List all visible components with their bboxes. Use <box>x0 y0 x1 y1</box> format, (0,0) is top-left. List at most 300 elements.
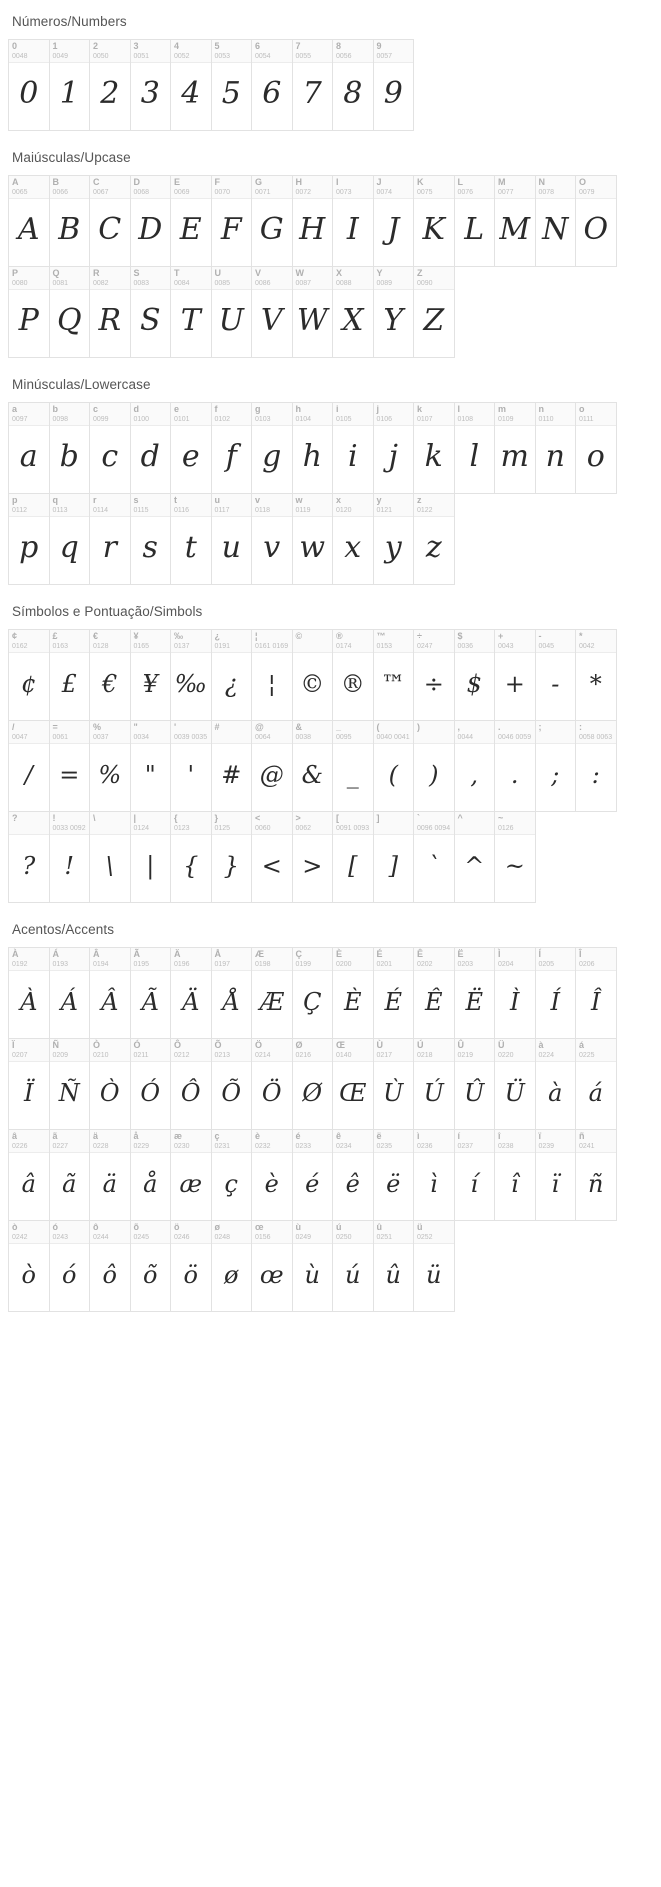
glyph-char-label: Â <box>93 949 100 959</box>
glyph-cell[interactable] <box>332 811 374 903</box>
glyph-char-label: | <box>133 813 137 823</box>
glyph-char-label: k <box>417 404 423 414</box>
glyph-cell[interactable] <box>170 1038 212 1130</box>
glyph-cell[interactable] <box>49 1220 91 1312</box>
glyph-cell[interactable] <box>575 947 617 1039</box>
glyph-char-label: u <box>214 495 220 505</box>
glyph-char-label: ä <box>93 1131 99 1141</box>
glyph-cell[interactable] <box>251 39 293 131</box>
glyph-meta <box>212 403 252 426</box>
glyph-code-label: 0228 <box>93 1143 109 1150</box>
glyph-code-label: 0060 <box>255 825 271 832</box>
glyph-meta <box>9 176 49 199</box>
glyph-cell[interactable] <box>211 947 253 1039</box>
glyph-cell[interactable] <box>494 1038 536 1130</box>
glyph-sample: + <box>504 669 525 698</box>
glyph-cell[interactable] <box>49 39 91 131</box>
glyph-cell[interactable] <box>292 39 334 131</box>
glyph-meta <box>576 630 616 653</box>
glyph-cell[interactable] <box>8 720 50 812</box>
glyph-cell[interactable] <box>292 629 334 721</box>
glyph-cell[interactable] <box>89 720 131 812</box>
glyph-cell[interactable] <box>170 402 212 494</box>
glyph-cell[interactable] <box>49 1129 91 1221</box>
glyph-char-label: ' <box>174 722 177 732</box>
glyph-cell[interactable] <box>49 720 91 812</box>
glyph-cell[interactable] <box>130 402 172 494</box>
glyph-char-label: C <box>93 177 100 187</box>
glyph-code-label: 0051 <box>133 53 150 60</box>
glyph-meta <box>131 1130 171 1153</box>
glyph-cell[interactable] <box>373 266 415 358</box>
glyph-cell[interactable] <box>413 1220 455 1312</box>
glyph-cell[interactable] <box>575 1129 617 1221</box>
glyph-cell[interactable] <box>8 266 50 358</box>
glyph-char-label: Ä <box>174 949 181 959</box>
glyph-code-label: 0062 <box>295 825 312 832</box>
glyph-cell[interactable] <box>454 1129 496 1221</box>
glyph-char-label: p <box>12 495 18 505</box>
glyph-meta <box>374 948 414 971</box>
glyph-cell[interactable] <box>170 1129 212 1221</box>
glyph-grid <box>8 39 653 130</box>
glyph-meta <box>495 721 535 744</box>
glyph-cell[interactable] <box>251 1220 293 1312</box>
glyph-sample: Î <box>591 987 601 1016</box>
glyph-cell[interactable] <box>170 1220 212 1312</box>
glyph-cell[interactable] <box>413 811 455 903</box>
glyph-cell[interactable] <box>332 947 374 1039</box>
glyph-cell[interactable] <box>292 947 334 1039</box>
glyph-cell[interactable] <box>89 811 131 903</box>
glyph-cell[interactable] <box>413 720 455 812</box>
glyph-sample: á <box>588 1078 603 1107</box>
glyph-char-label: Z <box>417 268 423 278</box>
glyph-meta <box>171 40 211 63</box>
glyph-sample: Ç <box>303 987 322 1016</box>
glyph-char-label: s <box>133 495 139 505</box>
glyph-cell[interactable] <box>49 947 91 1039</box>
glyph-char-label: D <box>133 177 140 187</box>
glyph-char-label: $ <box>457 631 463 641</box>
glyph-code-label: 0153 <box>376 643 393 650</box>
glyph-cell[interactable] <box>89 39 131 131</box>
glyph-cell[interactable] <box>251 266 293 358</box>
glyph-cell[interactable] <box>170 811 212 903</box>
glyph-cell[interactable] <box>494 175 536 267</box>
glyph-cell[interactable] <box>494 947 536 1039</box>
glyph-code-label: 0054 <box>255 53 271 60</box>
glyph-code-label: 0064 <box>255 734 271 741</box>
glyph-sample: 6 <box>262 75 282 111</box>
glyph-cell[interactable] <box>170 266 212 358</box>
glyph-sample: ö <box>183 1260 198 1289</box>
glyph-cell[interactable] <box>130 1038 172 1130</box>
glyph-code-label: 0088 <box>336 280 352 287</box>
glyph-cell[interactable] <box>49 1038 91 1130</box>
glyph-sample: ú <box>345 1260 361 1289</box>
glyph-cell[interactable] <box>494 720 536 812</box>
glyph-cell[interactable] <box>332 629 374 721</box>
glyph-cell[interactable] <box>130 266 172 358</box>
glyph-cell[interactable] <box>170 629 212 721</box>
glyph-cell[interactable] <box>8 175 50 267</box>
glyph-code-label: 0090 <box>417 280 433 287</box>
glyph-cell[interactable] <box>49 175 91 267</box>
glyph-sample: P <box>18 302 39 338</box>
glyph-sample: L <box>464 211 485 247</box>
glyph-cell[interactable] <box>373 1038 415 1130</box>
glyph-sample: Æ <box>259 987 284 1016</box>
glyph-cell[interactable] <box>251 402 293 494</box>
glyph-meta <box>171 176 211 199</box>
glyph-sample: ¦ <box>267 669 276 698</box>
glyph-cell[interactable] <box>89 1129 131 1221</box>
glyph-code-label: 0103 <box>255 416 271 423</box>
glyph-cell[interactable] <box>413 402 455 494</box>
glyph-code-label: 0058 0063 <box>579 734 613 741</box>
glyph-sample: q <box>59 529 79 565</box>
glyph-cell[interactable] <box>49 402 91 494</box>
glyph-cell[interactable] <box>251 720 293 812</box>
glyph-char-label: Œ <box>336 1040 345 1050</box>
glyph-char-label: F <box>214 177 220 187</box>
glyph-cell[interactable] <box>413 493 455 585</box>
glyph-sample: * <box>589 669 602 698</box>
glyph-sample: K <box>422 211 445 247</box>
glyph-cell[interactable] <box>292 175 334 267</box>
glyph-cell[interactable] <box>575 402 617 494</box>
glyph-char-label: ¦ <box>255 631 258 641</box>
glyph-code-label: 0072 <box>295 189 312 196</box>
glyph-cell[interactable] <box>8 39 50 131</box>
glyph-char-label: ç <box>214 1131 220 1141</box>
glyph-cell[interactable] <box>535 1038 577 1130</box>
glyph-code-label: 0199 <box>295 961 312 968</box>
glyph-cell[interactable] <box>292 493 334 585</box>
glyph-cell[interactable] <box>575 1038 617 1130</box>
glyph-cell[interactable] <box>373 1129 415 1221</box>
glyph-cell[interactable] <box>332 39 374 131</box>
glyph-meta <box>252 267 292 290</box>
glyph-cell[interactable] <box>332 720 374 812</box>
glyph-cell[interactable] <box>535 175 577 267</box>
glyph-code-label: 0218 <box>417 1052 433 1059</box>
glyph-meta <box>252 176 292 199</box>
glyph-char-label: U <box>214 268 221 278</box>
glyph-cell[interactable] <box>332 493 374 585</box>
glyph-cell[interactable] <box>170 493 212 585</box>
glyph-cell[interactable] <box>8 947 50 1039</box>
glyph-cell[interactable] <box>49 811 91 903</box>
glyph-meta <box>536 1039 576 1062</box>
glyph-code-label: 0080 <box>12 280 28 287</box>
glyph-code-label: 0081 <box>52 280 69 287</box>
glyph-cell[interactable] <box>8 493 50 585</box>
glyph-cell[interactable] <box>413 629 455 721</box>
glyph-code-label: 0214 <box>255 1052 271 1059</box>
glyph-meta <box>293 721 333 744</box>
glyph-cell[interactable] <box>292 1220 334 1312</box>
glyph-cell[interactable] <box>413 266 455 358</box>
glyph-code-label: 0075 <box>417 189 433 196</box>
glyph-cell[interactable] <box>292 266 334 358</box>
glyph-cell[interactable] <box>211 266 253 358</box>
glyph-code-label: 0095 <box>336 734 352 741</box>
glyph-char-label: m <box>498 404 507 414</box>
glyph-cell[interactable] <box>130 811 172 903</box>
glyph-sample: ) <box>429 760 439 789</box>
glyph-char-label: ® <box>336 631 343 641</box>
glyph-code-label: 0124 <box>133 825 150 832</box>
glyph-code-label: 0099 <box>93 416 109 423</box>
glyph-cell[interactable] <box>130 1129 172 1221</box>
glyph-cell[interactable] <box>130 1220 172 1312</box>
glyph-char-label: Ã <box>133 949 140 959</box>
glyph-sample: Ò <box>99 1078 120 1107</box>
glyph-cell[interactable] <box>211 39 253 131</box>
glyph-char-label: í <box>457 1131 461 1141</box>
glyph-cell[interactable] <box>373 1220 415 1312</box>
glyph-code-label: 0120 <box>336 507 352 514</box>
glyph-meta <box>50 630 90 653</box>
glyph-meta <box>171 721 211 744</box>
glyph-cell[interactable] <box>413 1129 455 1221</box>
glyph-sample: 4 <box>181 75 201 111</box>
glyph-cell[interactable] <box>251 629 293 721</box>
glyph-cell[interactable] <box>292 1038 334 1130</box>
glyph-cell[interactable] <box>89 1038 131 1130</box>
glyph-cell[interactable] <box>494 1129 536 1221</box>
glyph-char-label: o <box>579 404 585 414</box>
glyph-char-label: Å <box>214 949 221 959</box>
glyph-cell[interactable] <box>130 629 172 721</box>
glyph-char-label: ‰ <box>174 631 183 641</box>
glyph-char-label: ` <box>417 813 420 823</box>
glyph-char-label: [ <box>336 813 339 823</box>
glyph-cell[interactable] <box>332 175 374 267</box>
glyph-cell[interactable] <box>494 629 536 721</box>
glyph-cell[interactable] <box>332 1220 374 1312</box>
glyph-cell[interactable] <box>89 493 131 585</box>
glyph-cell[interactable] <box>332 1129 374 1221</box>
glyph-sample: s <box>142 529 158 565</box>
glyph-sample: Ê <box>424 987 443 1016</box>
glyph-cell[interactable] <box>413 175 455 267</box>
glyph-char-label: ^ <box>457 813 463 823</box>
glyph-sample: . <box>510 760 519 789</box>
glyph-cell[interactable] <box>373 811 415 903</box>
glyph-cell[interactable] <box>211 175 253 267</box>
glyph-meta <box>333 1221 373 1244</box>
glyph-cell[interactable] <box>170 39 212 131</box>
glyph-cell[interactable] <box>413 947 455 1039</box>
glyph-sample: Ã <box>141 987 159 1016</box>
glyph-char-label: : <box>579 722 582 732</box>
glyph-cell[interactable] <box>211 493 253 585</box>
glyph-sample: 3 <box>140 75 160 111</box>
glyph-code-label: 0245 <box>133 1234 150 1241</box>
glyph-sample: Ë <box>465 987 484 1016</box>
glyph-sample: ] <box>388 851 398 880</box>
glyph-cell[interactable] <box>373 947 415 1039</box>
glyph-cell[interactable] <box>454 629 496 721</box>
glyph-code-label: 0065 <box>12 189 28 196</box>
glyph-meta <box>455 1039 495 1062</box>
glyph-cell[interactable] <box>251 1038 293 1130</box>
glyph-cell[interactable] <box>211 1220 253 1312</box>
glyph-cell[interactable] <box>373 629 415 721</box>
glyph-cell[interactable] <box>454 947 496 1039</box>
glyph-code-label: 0193 <box>52 961 69 968</box>
glyph-cell[interactable] <box>170 947 212 1039</box>
glyph-cell[interactable] <box>211 629 253 721</box>
glyph-meta <box>576 176 616 199</box>
glyph-cell[interactable] <box>130 720 172 812</box>
glyph-sample: Z <box>423 302 445 338</box>
glyph-cell[interactable] <box>535 629 577 721</box>
glyph-meta <box>252 40 292 63</box>
glyph-code-label: 0037 <box>93 734 109 741</box>
glyph-cell[interactable] <box>292 811 334 903</box>
glyph-code-label: 0038 <box>295 734 312 741</box>
glyph-meta <box>50 948 90 971</box>
glyph-code-label: 0140 <box>336 1052 352 1059</box>
glyph-cell[interactable] <box>89 266 131 358</box>
glyph-sample: é <box>305 1169 320 1198</box>
glyph-meta <box>333 630 373 653</box>
glyph-cell[interactable] <box>130 947 172 1039</box>
glyph-cell[interactable] <box>454 175 496 267</box>
glyph-sample: Ü <box>504 1078 525 1107</box>
glyph-cell[interactable] <box>373 720 415 812</box>
glyph-sample: ^ <box>464 851 485 880</box>
glyph-cell[interactable] <box>130 493 172 585</box>
glyph-cell[interactable] <box>535 1129 577 1221</box>
glyph-cell[interactable] <box>170 175 212 267</box>
glyph-char-label: © <box>295 631 303 641</box>
glyph-code-label: 0205 <box>538 961 555 968</box>
glyph-char-label: . <box>498 722 501 732</box>
glyph-cell[interactable] <box>8 1038 50 1130</box>
glyph-cell[interactable] <box>8 629 50 721</box>
glyph-code-label: 0050 <box>93 53 109 60</box>
glyph-cell[interactable] <box>535 720 577 812</box>
glyph-cell[interactable] <box>89 629 131 721</box>
glyph-char-label: Ú <box>417 1040 424 1050</box>
glyph-cell[interactable] <box>49 629 91 721</box>
glyph-cell[interactable] <box>211 1129 253 1221</box>
glyph-cell[interactable] <box>454 720 496 812</box>
glyph-cell[interactable] <box>575 629 617 721</box>
glyph-cell[interactable] <box>8 402 50 494</box>
glyph-cell[interactable] <box>211 402 253 494</box>
glyph-cell[interactable] <box>332 402 374 494</box>
glyph-meta <box>536 948 576 971</box>
glyph-cell[interactable] <box>494 402 536 494</box>
glyph-cell[interactable] <box>292 720 334 812</box>
glyph-meta <box>374 630 414 653</box>
glyph-cell[interactable] <box>8 1129 50 1221</box>
glyph-cell[interactable] <box>332 266 374 358</box>
glyph-cell[interactable] <box>494 811 536 903</box>
glyph-code-label: 0191 <box>214 643 231 650</box>
glyph-cell[interactable] <box>251 493 293 585</box>
glyph-cell[interactable] <box>332 1038 374 1130</box>
glyph-cell[interactable] <box>89 947 131 1039</box>
glyph-cell[interactable] <box>454 402 496 494</box>
glyph-cell[interactable] <box>251 1129 293 1221</box>
glyph-sample: V <box>260 302 283 338</box>
glyph-meta <box>293 630 333 653</box>
glyph-cell[interactable] <box>292 402 334 494</box>
glyph-cell[interactable] <box>292 1129 334 1221</box>
glyph-cell[interactable] <box>251 175 293 267</box>
glyph-cell[interactable] <box>89 1220 131 1312</box>
glyph-cell[interactable] <box>373 175 415 267</box>
glyph-char-label: a <box>12 404 18 414</box>
glyph-cell[interactable] <box>8 811 50 903</box>
glyph-cell[interactable] <box>170 720 212 812</box>
glyph-sample: ã <box>62 1169 77 1198</box>
glyph-cell[interactable] <box>211 811 253 903</box>
glyph-cell[interactable] <box>575 175 617 267</box>
glyph-code-label: 0079 <box>579 189 595 196</box>
glyph-cell[interactable] <box>454 1038 496 1130</box>
glyph-cell[interactable] <box>211 720 253 812</box>
glyph-sample: ¿ <box>224 669 238 698</box>
glyph-cell[interactable] <box>211 1038 253 1130</box>
glyph-cell[interactable] <box>49 266 91 358</box>
glyph-cell[interactable] <box>535 947 577 1039</box>
glyph-cell[interactable] <box>373 402 415 494</box>
glyph-sample: = <box>59 760 80 789</box>
glyph-code-label: 0203 <box>457 961 474 968</box>
glyph-code-label: 0137 <box>174 643 190 650</box>
glyph-cell[interactable] <box>89 402 131 494</box>
glyph-cell[interactable] <box>49 493 91 585</box>
glyph-cell[interactable] <box>413 1038 455 1130</box>
glyph-cell[interactable] <box>251 947 293 1039</box>
glyph-meta <box>171 494 211 517</box>
glyph-char-label: w <box>295 495 303 505</box>
glyph-char-label: f <box>214 404 218 414</box>
glyph-char-label: ™ <box>376 631 386 641</box>
glyph-char-label: j <box>376 404 380 414</box>
glyph-code-label: 0113 <box>52 507 68 514</box>
glyph-cell[interactable] <box>8 1220 50 1312</box>
glyph-code-label: 0084 <box>174 280 190 287</box>
glyph-meta <box>333 403 373 426</box>
glyph-char-label: Ó <box>133 1040 141 1050</box>
glyph-char-label: t <box>174 495 177 505</box>
glyph-cell[interactable] <box>454 811 496 903</box>
glyph-char-label: \ <box>93 813 96 823</box>
glyph-cell[interactable] <box>89 175 131 267</box>
glyph-meta <box>50 721 90 744</box>
glyph-cell[interactable] <box>535 402 577 494</box>
glyph-cell[interactable] <box>373 493 415 585</box>
glyph-meta <box>536 403 576 426</box>
glyph-cell[interactable] <box>373 39 415 131</box>
glyph-cell[interactable] <box>251 811 293 903</box>
glyph-code-label: 0225 <box>579 1052 595 1059</box>
glyph-cell[interactable] <box>130 175 172 267</box>
glyph-sample: F <box>220 211 242 247</box>
glyph-code-label: 0068 <box>133 189 150 196</box>
glyph-cell[interactable] <box>130 39 172 131</box>
glyph-cell[interactable] <box>575 720 617 812</box>
